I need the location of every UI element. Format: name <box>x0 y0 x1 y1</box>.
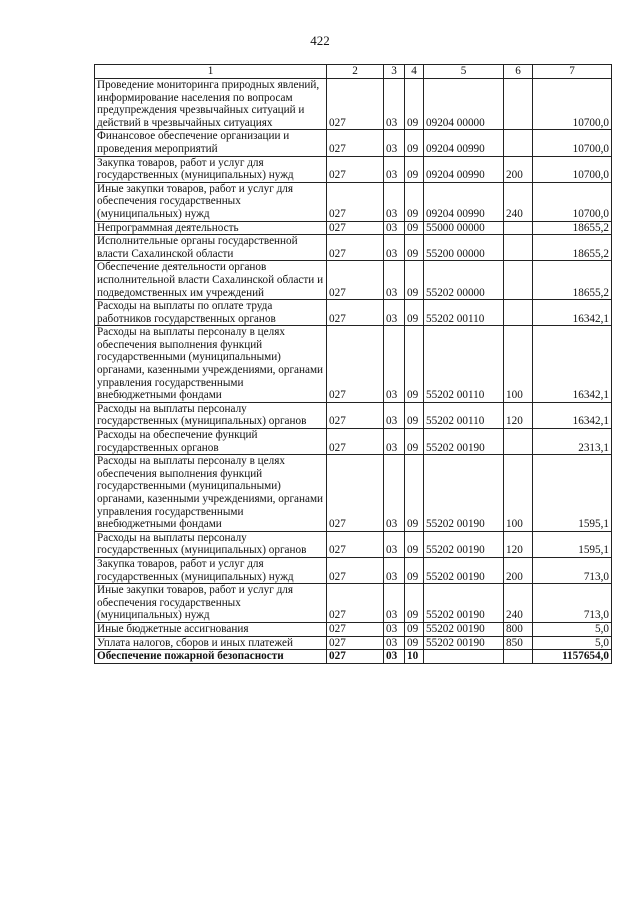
expense-type-cell <box>504 650 533 664</box>
amount-cell: 10700,0 <box>533 182 612 221</box>
target-article-cell: 55200 00000 <box>424 235 504 261</box>
table-row <box>95 557 612 583</box>
section-code-cell: 03 <box>384 557 405 583</box>
target-article-cell: 09204 00990 <box>424 182 504 221</box>
target-article-cell: 55202 00190 <box>424 429 504 455</box>
admin-code-cell: 027 <box>327 79 384 130</box>
subsection-code-cell: 09 <box>405 636 424 650</box>
table-header-row <box>95 65 612 79</box>
admin-code-cell: 027 <box>327 156 384 182</box>
table-row <box>95 326 612 403</box>
subsection-code-cell: 09 <box>405 235 424 261</box>
table-row <box>95 584 612 623</box>
admin-code-cell: 027 <box>327 300 384 326</box>
amount-cell: 5,0 <box>533 636 612 650</box>
row-name-cell: Обеспечение деятельности органов исполнительной власти Сахалинской области и подведомственных им учреждений <box>95 261 327 300</box>
subsection-code-cell: 09 <box>405 300 424 326</box>
expense-type-cell <box>504 130 533 156</box>
expense-type-cell: 800 <box>504 622 533 636</box>
amount-cell: 16342,1 <box>533 402 612 428</box>
amount-cell: 5,0 <box>533 622 612 636</box>
subsection-code-cell: 09 <box>405 182 424 221</box>
subsection-code-cell: 09 <box>405 156 424 182</box>
header-cell: 4 <box>405 65 424 79</box>
section-code-cell: 03 <box>384 584 405 623</box>
row-name-cell: Обеспечение пожарной безопасности <box>95 650 327 664</box>
row-name-cell: Проведение мониторинга природных явлений, информирование населения по вопросам предупреждения чрезвычайных ситуаций и действий в чрезвычайных ситуациях <box>95 79 327 130</box>
amount-cell: 1595,1 <box>533 455 612 532</box>
row-name-cell: Непрограммная деятельность <box>95 221 327 235</box>
table-row <box>95 622 612 636</box>
section-code-cell: 03 <box>384 235 405 261</box>
target-article-cell: 55202 00000 <box>424 261 504 300</box>
row-name-cell: Расходы на выплаты персоналу в целях обеспечения выполнения функций государственными (муниципальными) органами, казенными учреждениями, органами управления государственными внебюджетными фондами <box>95 326 327 403</box>
target-article-cell: 55202 00190 <box>424 622 504 636</box>
admin-code-cell: 027 <box>327 235 384 261</box>
section-code-cell: 03 <box>384 650 405 664</box>
section-code-cell: 03 <box>384 622 405 636</box>
table-row <box>95 156 612 182</box>
row-name-cell: Расходы на обеспечение функций государственных органов <box>95 429 327 455</box>
subsection-code-cell: 09 <box>405 402 424 428</box>
admin-code-cell: 027 <box>327 261 384 300</box>
target-article-cell: 55202 00190 <box>424 636 504 650</box>
expense-type-cell: 200 <box>504 156 533 182</box>
admin-code-cell: 027 <box>327 455 384 532</box>
table-row <box>95 221 612 235</box>
target-article-cell: 09204 00990 <box>424 156 504 182</box>
table-row <box>95 182 612 221</box>
table-row <box>95 300 612 326</box>
target-article-cell: 55000 00000 <box>424 221 504 235</box>
table-row <box>95 429 612 455</box>
row-name-cell: Расходы на выплаты персоналу государственных (муниципальных) органов <box>95 531 327 557</box>
section-code-cell: 03 <box>384 156 405 182</box>
table-row <box>95 235 612 261</box>
admin-code-cell: 027 <box>327 326 384 403</box>
amount-cell: 713,0 <box>533 584 612 623</box>
subsection-code-cell: 09 <box>405 326 424 403</box>
budget-table <box>94 64 612 664</box>
expense-type-cell <box>504 235 533 261</box>
subsection-code-cell: 09 <box>405 79 424 130</box>
table-row <box>95 79 612 130</box>
table-row <box>95 402 612 428</box>
section-code-cell: 03 <box>384 429 405 455</box>
table-row <box>95 650 612 664</box>
amount-cell: 10700,0 <box>533 79 612 130</box>
section-code-cell: 03 <box>384 221 405 235</box>
subsection-code-cell: 09 <box>405 130 424 156</box>
subsection-code-cell: 09 <box>405 221 424 235</box>
target-article-cell: 09204 00990 <box>424 130 504 156</box>
admin-code-cell: 027 <box>327 429 384 455</box>
expense-type-cell: 850 <box>504 636 533 650</box>
admin-code-cell: 027 <box>327 636 384 650</box>
admin-code-cell: 027 <box>327 531 384 557</box>
subsection-code-cell: 09 <box>405 531 424 557</box>
amount-cell: 16342,1 <box>533 300 612 326</box>
row-name-cell: Закупка товаров, работ и услуг для государственных (муниципальных) нужд <box>95 156 327 182</box>
amount-cell: 1595,1 <box>533 531 612 557</box>
section-code-cell: 03 <box>384 182 405 221</box>
expense-type-cell <box>504 221 533 235</box>
section-code-cell: 03 <box>384 636 405 650</box>
expense-type-cell: 200 <box>504 557 533 583</box>
page-number: 422 <box>310 33 330 48</box>
expense-type-cell <box>504 300 533 326</box>
subsection-code-cell: 09 <box>405 455 424 532</box>
amount-cell: 16342,1 <box>533 326 612 403</box>
expense-type-cell: 240 <box>504 584 533 623</box>
table-row <box>95 531 612 557</box>
admin-code-cell: 027 <box>327 182 384 221</box>
header-cell: 6 <box>504 65 533 79</box>
expense-type-cell <box>504 261 533 300</box>
expense-type-cell: 100 <box>504 326 533 403</box>
admin-code-cell: 027 <box>327 557 384 583</box>
amount-cell: 713,0 <box>533 557 612 583</box>
row-name-cell: Иные бюджетные ассигнования <box>95 622 327 636</box>
amount-cell: 10700,0 <box>533 130 612 156</box>
section-code-cell: 03 <box>384 455 405 532</box>
header-cell: 7 <box>533 65 612 79</box>
row-name-cell: Финансовое обеспечение организации и проведения мероприятий <box>95 130 327 156</box>
row-name-cell: Уплата налогов, сборов и иных платежей <box>95 636 327 650</box>
subsection-code-cell: 09 <box>405 584 424 623</box>
target-article-cell: 55202 00110 <box>424 300 504 326</box>
amount-cell: 2313,1 <box>533 429 612 455</box>
header-cell: 2 <box>327 65 384 79</box>
section-code-cell: 03 <box>384 326 405 403</box>
target-article-cell: 55202 00190 <box>424 557 504 583</box>
subsection-code-cell: 09 <box>405 429 424 455</box>
admin-code-cell: 027 <box>327 130 384 156</box>
target-article-cell: 55202 00190 <box>424 455 504 532</box>
table-row <box>95 261 612 300</box>
subsection-code-cell: 09 <box>405 622 424 636</box>
admin-code-cell: 027 <box>327 650 384 664</box>
subsection-code-cell: 09 <box>405 557 424 583</box>
section-code-cell: 03 <box>384 261 405 300</box>
subsection-code-cell: 09 <box>405 261 424 300</box>
row-name-cell: Закупка товаров, работ и услуг для государственных (муниципальных) нужд <box>95 557 327 583</box>
row-name-cell: Исполнительные органы государственной власти Сахалинской области <box>95 235 327 261</box>
target-article-cell: 55202 00190 <box>424 531 504 557</box>
target-article-cell: 55202 00110 <box>424 402 504 428</box>
row-name-cell: Иные закупки товаров, работ и услуг для обеспечения государственных (муниципальных) нужд <box>95 182 327 221</box>
amount-cell: 18655,2 <box>533 235 612 261</box>
admin-code-cell: 027 <box>327 622 384 636</box>
table-row <box>95 455 612 532</box>
target-article-cell: 55202 00190 <box>424 584 504 623</box>
amount-cell: 1157654,0 <box>533 650 612 664</box>
table-row <box>95 636 612 650</box>
expense-type-cell: 120 <box>504 531 533 557</box>
section-code-cell: 03 <box>384 130 405 156</box>
section-code-cell: 03 <box>384 402 405 428</box>
expense-type-cell: 120 <box>504 402 533 428</box>
expense-type-cell <box>504 429 533 455</box>
row-name-cell: Иные закупки товаров, работ и услуг для обеспечения государственных (муниципальных) нужд <box>95 584 327 623</box>
row-name-cell: Расходы на выплаты по оплате труда работников государственных органов <box>95 300 327 326</box>
amount-cell: 18655,2 <box>533 261 612 300</box>
expense-type-cell: 100 <box>504 455 533 532</box>
row-name-cell: Расходы на выплаты персоналу государственных (муниципальных) органов <box>95 402 327 428</box>
admin-code-cell: 027 <box>327 221 384 235</box>
row-name-cell: Расходы на выплаты персоналу в целях обеспечения выполнения функций государственными (муниципальными) органами, казенными учреждениями, органами управления государственными внебюджетными фондами <box>95 455 327 532</box>
target-article-cell: 09204 00000 <box>424 79 504 130</box>
admin-code-cell: 027 <box>327 584 384 623</box>
section-code-cell: 03 <box>384 300 405 326</box>
table-row <box>95 130 612 156</box>
amount-cell: 18655,2 <box>533 221 612 235</box>
section-code-cell: 03 <box>384 531 405 557</box>
admin-code-cell: 027 <box>327 402 384 428</box>
header-cell: 3 <box>384 65 405 79</box>
expense-type-cell: 240 <box>504 182 533 221</box>
target-article-cell <box>424 650 504 664</box>
section-code-cell: 03 <box>384 79 405 130</box>
subsection-code-cell: 10 <box>405 650 424 664</box>
expense-type-cell <box>504 79 533 130</box>
target-article-cell: 55202 00110 <box>424 326 504 403</box>
amount-cell: 10700,0 <box>533 156 612 182</box>
header-cell: 1 <box>95 65 327 79</box>
header-cell: 5 <box>424 65 504 79</box>
